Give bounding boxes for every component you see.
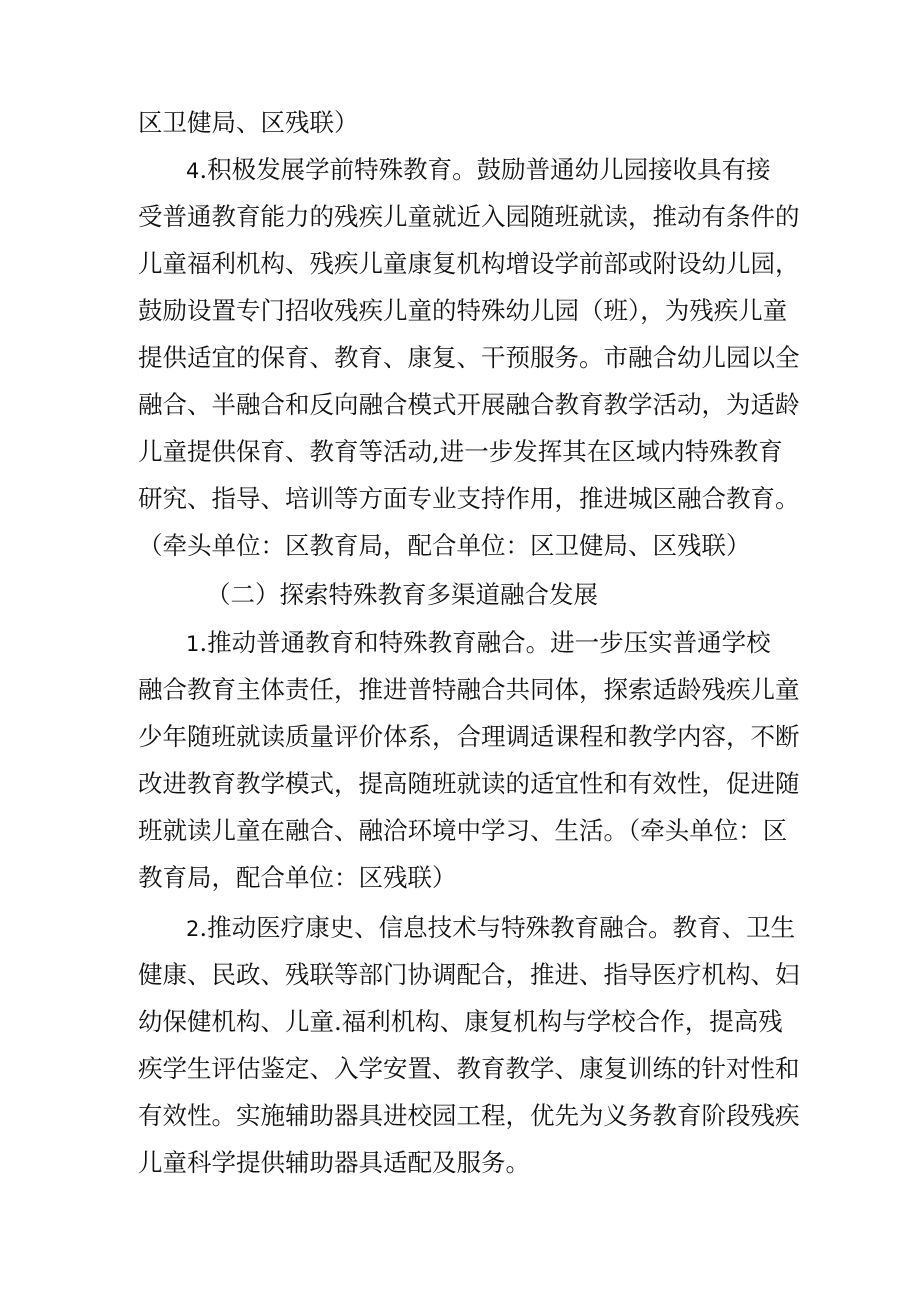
- paragraph-line: 区卫健局、区残联）: [138, 108, 359, 137]
- paragraph-line: 提供适宜的保育、教育、康复、干预服务。市融合幼儿园以全: [138, 343, 800, 372]
- paragraph-line: 班就读儿童在融合、融洽环境中学习、生活。（牵头单位：区: [138, 816, 788, 845]
- paragraph-line-text: .积极发展学前特殊教育。鼓励普通幼儿园接收具有接: [199, 155, 771, 184]
- paragraph-line: 改进教育教学模式，提高随班就读的适宜性和有效性，促进随: [138, 769, 800, 798]
- paragraph-line: 融合教育主体责任，推进普特融合共同体，探索适龄残疾儿童: [138, 675, 800, 704]
- paragraph-first-line: [186, 155, 803, 185]
- item-number: 4: [186, 159, 200, 183]
- paragraph-line: 教育局，配合单位：区残联）: [138, 863, 457, 892]
- item-number: 2: [186, 917, 200, 941]
- paragraph-line: 融合、半融合和反向融合模式开展融合教育教学活动，为适龄: [138, 390, 800, 419]
- paragraph-first-line: [186, 913, 803, 943]
- paragraph-line: 儿童福利机构、残疾儿童康复机构增设学前部或附设幼儿园，: [138, 249, 800, 278]
- paragraph-line-text: .推动普通教育和特殊教育融合。进一步压实普通学校: [199, 628, 771, 657]
- paragraph-line: 疾学生评估鉴定、入学安置、教育教学、康复训练的针对性和: [138, 1054, 800, 1083]
- paragraph-line: 有效性。实施辅助器具进校园工程，优先为义务教育阶段残疾: [138, 1101, 800, 1130]
- paragraph-line: （牵头单位：区教育局，配合单位：区卫健局、区残联）: [138, 531, 751, 560]
- paragraph-line: 幼保健机构、儿童.福利机构、康复机构与学校合作，提高残: [138, 1007, 783, 1036]
- paragraph-line: 研究、指导、培训等方面专业支持作用，推进城区融合教育。: [138, 484, 800, 513]
- paragraph-line: 鼓励设置专门招收残疾儿童的特殊幼儿园（班），为残疾儿童: [138, 296, 788, 325]
- paragraph-line: 少年随班就读质量评价体系，合理调适课程和教学内容，不断: [138, 722, 800, 751]
- paragraph-first-line: [186, 628, 803, 658]
- paragraph-line: 儿童科学提供辅助器具适配及服务。: [138, 1148, 530, 1177]
- paragraph-line: 儿童提供保育、教育等活动,进一步发挥其在区域内特殊教育: [138, 437, 783, 466]
- section-heading: （二）探索特殊教育多渠道融合发展: [206, 580, 598, 609]
- paragraph-line-text: .推动医疗康史、信息技术与特殊教育融合。教育、卫生: [199, 913, 796, 942]
- item-number: 1: [186, 632, 200, 656]
- paragraph-line: 受普通教育能力的残疾儿童就近入园随班就读，推动有条件的: [138, 202, 800, 231]
- paragraph-line: 健康、民政、残联等部门协调配合，推进、指导医疗机构、妇: [138, 960, 800, 989]
